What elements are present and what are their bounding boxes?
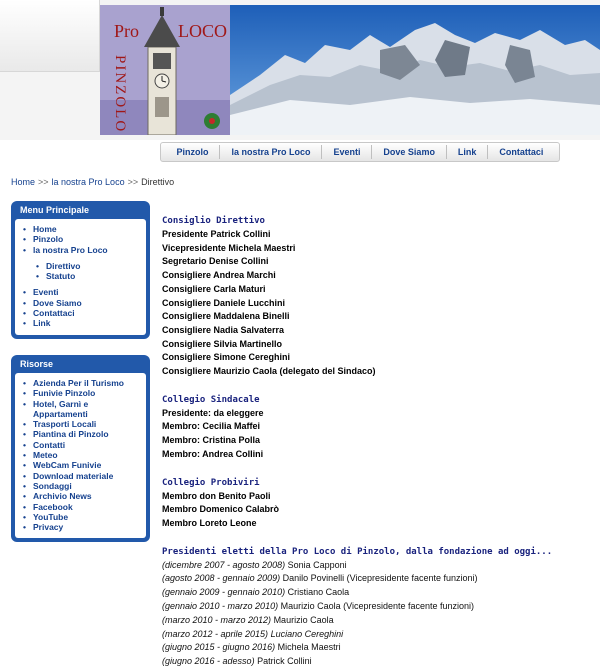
site-header <box>0 0 600 140</box>
nav-divider <box>487 145 488 159</box>
president-period: (gennaio 2010 - marzo 2010) <box>162 601 279 612</box>
menu-item-dove-siamo[interactable]: • Dove Siamo <box>23 298 142 308</box>
president-name: Maurizio Caola (Vicepresidente facente funzioni) <box>280 601 475 612</box>
menu-principale-box <box>11 201 150 339</box>
nav-divider <box>219 145 220 159</box>
president-row <box>162 586 592 600</box>
risorse-item-facebook[interactable]: • Facebook <box>23 502 142 512</box>
consiglio-title: Consiglio Direttivo <box>162 216 265 226</box>
nav-la-nostra-pro-loco[interactable]: la nostra Pro Loco <box>231 147 311 157</box>
risorse-box <box>11 355 150 542</box>
menu-item-home[interactable]: • Home <box>23 224 142 234</box>
menu-item-pinzolo[interactable]: • Pinzolo <box>23 234 142 244</box>
nav-dove-siamo[interactable]: Dove Siamo <box>383 147 435 157</box>
president-period: (giugno 2016 - adesso) <box>162 656 255 667</box>
menu-list <box>23 224 142 329</box>
breadcrumb-current: Direttivo <box>141 177 175 187</box>
logo-word-pinzolo: PINZOLO <box>112 55 128 134</box>
presidents-title: Presidenti eletti della Pro Loco di Pinzolo, dalla fondazione ad oggi... <box>162 546 553 557</box>
section-spacer <box>162 531 592 545</box>
menu-item-statuto[interactable]: • Statuto <box>36 271 142 281</box>
sindacale-row: Membro: Andrea Collini <box>162 448 264 459</box>
sindacale-row: Presidente: da eleggere <box>162 407 264 418</box>
risorse-item-archivio-news[interactable]: • Archivio News <box>23 491 142 501</box>
breadcrumb-separator: >> <box>127 177 139 187</box>
risorse-item-piantina[interactable]: • Piantina di Pinzolo <box>23 429 142 439</box>
sindacale-row: Membro: Cecilia Maffei <box>162 421 261 432</box>
risorse-item-meteo[interactable]: • Meteo <box>23 450 142 460</box>
president-period: (marzo 2010 - marzo 2012) <box>162 614 272 625</box>
probiviri-row: Membro don Benito Paoli <box>162 490 271 501</box>
nav-eventi[interactable]: Eventi <box>333 147 361 157</box>
president-row <box>162 559 592 573</box>
president-row <box>162 655 592 669</box>
probiviri-row: Membro Domenico Calabrò <box>162 504 280 515</box>
risorse-item-sondaggi[interactable]: • Sondaggi <box>23 481 142 491</box>
president-name: Patrick Collini <box>257 656 312 667</box>
nav-link[interactable]: Link <box>457 147 477 157</box>
probiviri-row: Membro Loreto Leone <box>162 517 257 528</box>
president-row <box>162 628 592 642</box>
section-spacer <box>162 379 592 393</box>
menu-item-contattaci[interactable]: • Contattaci <box>23 308 142 318</box>
risorse-item-youtube[interactable]: • YouTube <box>23 512 142 522</box>
sindacale-row: Membro: Cristina Polla <box>162 435 261 446</box>
mountain-banner <box>230 5 600 135</box>
president-period: (dicembre 2007 - agosto 2008) <box>162 559 286 570</box>
president-name: Sonia Capponi <box>287 559 347 570</box>
president-period: (gennaio 2009 - gennaio 2010) <box>162 587 286 598</box>
consiglio-row: Vicepresidente Michela Maestri <box>162 242 296 253</box>
president-row <box>162 600 592 614</box>
consiglio-row: Segretario Denise Collini <box>162 256 269 267</box>
menu-principale-title: Menu Principale <box>20 205 90 215</box>
risorse-body <box>15 373 146 538</box>
president-name: Danilo Povinelli (Vicepresidente facente funzioni) <box>282 573 478 584</box>
logo-graphic <box>100 5 230 135</box>
menu-item-link[interactable]: • Link <box>23 318 142 328</box>
consiglio-row: Presidente Patrick Collini <box>162 229 271 239</box>
menu-item-direttivo[interactable]: • Direttivo <box>36 261 142 271</box>
logo-word-loco: LOCO <box>178 21 227 41</box>
president-row <box>162 641 592 655</box>
president-period: (agosto 2008 - gennaio 2009) <box>162 573 281 584</box>
risorse-item-trasporti[interactable]: • Trasporti Locali <box>23 419 142 429</box>
risorse-list <box>23 378 142 532</box>
logo-word-pro: Pro <box>114 21 140 41</box>
president-name: Maurizio Caola <box>273 614 334 625</box>
risorse-title: Risorse <box>20 359 54 369</box>
president-name: Michela Maestri <box>277 642 341 653</box>
risorse-item-privacy[interactable]: • Privacy <box>23 522 142 532</box>
consiglio-row: Consigliere Silvia Martinello <box>162 338 283 349</box>
nav-divider <box>446 145 447 159</box>
president-row <box>162 572 592 586</box>
president-row <box>162 614 592 628</box>
menu-principale-body <box>15 219 146 335</box>
main-content <box>162 214 592 669</box>
menu-item-eventi[interactable]: • Eventi <box>23 287 142 297</box>
risorse-item-webcam[interactable]: • WebCam Funivie <box>23 460 142 470</box>
breadcrumb-home[interactable]: Home <box>11 177 36 187</box>
breadcrumb-section[interactable]: la nostra Pro Loco <box>51 177 125 187</box>
breadcrumb-separator: >> <box>38 177 49 187</box>
consiglio-row: Consigliere Carla Maturi <box>162 283 266 294</box>
breadcrumb <box>11 177 174 187</box>
main-nav <box>160 142 560 162</box>
section-spacer <box>162 462 592 476</box>
consiglio-row: Consigliere Maddalena Binelli <box>162 311 290 322</box>
pro-loco-logo[interactable] <box>100 5 230 135</box>
consiglio-row: Consigliere Andrea Marchi <box>162 270 276 281</box>
probiviri-title: Collegio Probiviri <box>162 477 260 488</box>
mountain-image <box>230 5 600 135</box>
header-left-panel <box>0 0 100 72</box>
nav-pinzolo[interactable]: Pinzolo <box>176 147 209 157</box>
president-period: (marzo 2012 - aprile 2015) <box>162 628 269 639</box>
nav-contattaci[interactable]: Contattaci <box>499 147 544 157</box>
nav-divider <box>371 145 372 159</box>
risorse-item-funivie-pinzolo[interactable]: • Funivie Pinzolo <box>23 388 142 398</box>
risorse-item-hotel[interactable]: • Hotel, Garnì e Appartamenti <box>23 399 142 420</box>
consiglio-row: Consigliere Maurizio Caola (delegato del Sindaco) <box>162 366 376 377</box>
consiglio-row: Consigliere Nadia Salvaterra <box>162 324 285 335</box>
menu-item-la-nostra-pro-loco[interactable]: • la nostra Pro Loco <box>23 245 142 255</box>
president-period: (giugno 2015 - giugno 2016) <box>162 642 276 653</box>
consiglio-row: Consigliere Simone Cereghini <box>162 352 291 363</box>
president-name: Luciano Cereghini <box>270 628 344 639</box>
risorse-item-contatti[interactable]: • Contatti <box>23 440 142 450</box>
consiglio-row: Consigliere Daniele Lucchini <box>162 297 286 308</box>
risorse-item-download[interactable]: • Download materiale <box>23 471 142 481</box>
sindacale-title: Collegio Sindacale <box>162 394 260 405</box>
president-name: Cristiano Caola <box>287 587 350 598</box>
risorse-item-azienda-turismo[interactable]: • Azienda Per il Turismo <box>23 378 142 388</box>
nav-divider <box>321 145 322 159</box>
